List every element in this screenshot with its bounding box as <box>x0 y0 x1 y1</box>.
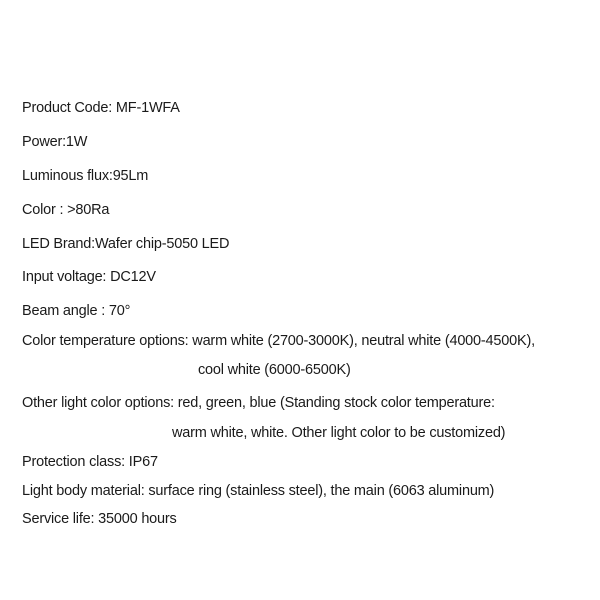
color-temperature-options-continued: cool white (6000-6500K) <box>198 362 351 378</box>
color-rendering: Color : >80Ra <box>22 202 110 218</box>
light-body-material: Light body material: surface ring (stainless steel), the main (6063 aluminum) <box>22 483 495 499</box>
color-temperature-options: Color temperature options: warm white (2700-3000K), neutral white (4000-4500K), <box>22 333 535 349</box>
service-life: Service life: 35000 hours <box>22 511 177 527</box>
luminous-flux: Luminous flux:95Lm <box>22 168 149 184</box>
led-brand: LED Brand:Wafer chip-5050 LED <box>22 236 230 252</box>
product-code: Product Code: MF-1WFA <box>22 100 180 116</box>
other-light-color-options-continued: warm white, white. Other light color to be customized) <box>172 425 506 441</box>
other-light-color-options: Other light color options: red, green, blue (Standing stock color temperature: <box>22 395 495 411</box>
input-voltage: Input voltage: DC12V <box>22 269 156 285</box>
protection-class: Protection class: IP67 <box>22 454 158 470</box>
beam-angle: Beam angle : 70° <box>22 303 131 319</box>
power: Power:1W <box>22 134 88 150</box>
